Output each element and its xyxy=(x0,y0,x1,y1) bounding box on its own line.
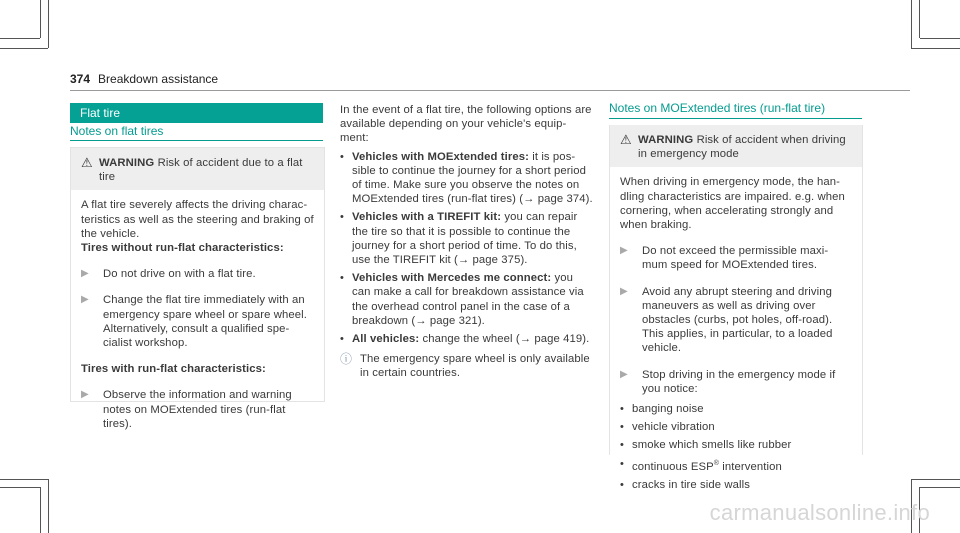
watermark: carmanualsonline.info xyxy=(709,500,930,525)
warning-text: Risk of accident due to a flat tire xyxy=(99,157,303,184)
step-arrow-icon: ▶ xyxy=(81,389,89,401)
option-text: change the wheel (→ page 419). xyxy=(419,333,590,346)
crop-mark xyxy=(911,0,912,48)
option-title: Vehicles with a TIREFIT kit: xyxy=(352,211,502,224)
step-text: Avoid any abrupt steering and driving maneuvers as well as driving over obstacles (curbs, pot holes, off-road). This applies, in particular, to a loaded vehicle. xyxy=(642,285,833,355)
header-rule xyxy=(70,90,910,91)
section-title: Breakdown assistance xyxy=(98,72,219,86)
subsection-rule xyxy=(70,140,323,141)
option-title: All vehicles: xyxy=(352,333,420,346)
middle-column xyxy=(340,103,593,381)
section-band: Flat tire xyxy=(70,103,323,123)
step-item xyxy=(81,293,314,350)
crop-mark xyxy=(40,487,41,533)
options-intro: In the event of a flat tire, the following options are available depending on your vehicle's equip-ment: xyxy=(340,104,592,145)
crop-mark xyxy=(48,479,49,533)
warning-box xyxy=(70,147,325,430)
symptom-item xyxy=(620,420,852,434)
page-header xyxy=(70,72,218,86)
crop-mark xyxy=(911,48,960,49)
option-text: it is pos-sible to continue the journey for a short period of time. Make sure you observe the notes on MOExtended tires (run-flat tires) (→ page 374). xyxy=(352,150,593,206)
crop-mark xyxy=(0,48,48,49)
warning-title xyxy=(99,156,316,184)
subsection-heading: Notes on MOExtended tires (run-flat tire) xyxy=(609,101,826,115)
symptom-item xyxy=(620,438,852,452)
note-text: The emergency spare wheel is only available in certain countries. xyxy=(360,353,590,380)
bullet-icon: • xyxy=(620,439,624,452)
symptom-text: continuous ESP xyxy=(632,460,714,473)
step-item xyxy=(81,267,314,281)
warning-header xyxy=(610,125,862,167)
page-number: 374 xyxy=(70,72,91,86)
warning-triangle-icon: ⚠ xyxy=(81,155,93,170)
step-item xyxy=(620,244,852,272)
step-text: Stop driving in the emergency mode if you notice: xyxy=(642,368,836,395)
subsection-rule xyxy=(609,118,862,119)
warning-header xyxy=(71,148,324,190)
crop-mark xyxy=(911,479,960,480)
warning-title xyxy=(638,133,854,161)
warning-triangle-icon: ⚠ xyxy=(620,132,632,147)
step-text: Observe the information and warning notes on MOExtended tires (run-flat tires). xyxy=(103,389,292,430)
bullet-icon: • xyxy=(620,421,624,434)
step-item xyxy=(620,368,852,396)
crop-mark xyxy=(920,487,960,488)
symptom-text: vehicle vibration xyxy=(632,421,715,434)
warning-label: WARNING xyxy=(99,157,155,169)
bullet-icon: • xyxy=(340,333,344,346)
symptom-text: cracks in tire side walls xyxy=(632,478,751,491)
step-arrow-icon: ▶ xyxy=(81,294,89,306)
warning-body xyxy=(71,190,324,431)
box-border-right xyxy=(862,125,863,455)
step-text: Do not exceed the permissible maxi-mum speed for MOExtended tires. xyxy=(642,245,829,272)
without-runflat-heading: Tires without run-flat characteristics: xyxy=(81,242,284,255)
step-arrow-icon: ▶ xyxy=(620,245,628,257)
subsection-heading: Notes on flat tires xyxy=(70,124,164,138)
crop-mark xyxy=(919,0,920,38)
option-item xyxy=(340,271,593,328)
step-item xyxy=(620,285,852,356)
symptom-item xyxy=(620,478,852,492)
step-arrow-icon: ▶ xyxy=(620,285,628,297)
crop-mark xyxy=(0,487,40,488)
bullet-icon: • xyxy=(620,403,624,416)
symptom-item xyxy=(620,457,852,474)
step-text: Do not drive on with a flat tire. xyxy=(103,268,256,281)
info-note xyxy=(340,352,593,380)
option-title: Vehicles with MOExtended tires: xyxy=(352,150,529,163)
warning-intro: When driving in emergency mode, the han-dling characteristics are impaired. e.g. when cornering, when accelerating strongly and when braking. xyxy=(620,176,845,232)
bullet-icon: • xyxy=(340,272,344,285)
step-arrow-icon: ▶ xyxy=(81,268,89,280)
info-icon: ⓘ xyxy=(340,352,353,367)
bullet-icon: • xyxy=(620,478,624,491)
with-runflat-heading: Tires with run-flat characteristics: xyxy=(81,363,266,376)
bullet-icon: • xyxy=(620,457,624,470)
warning-body xyxy=(610,167,862,491)
warning-text: Risk of accident when driving in emergency mode xyxy=(638,134,846,161)
option-title: Vehicles with Mercedes me connect: xyxy=(352,272,552,285)
step-text: Change the flat tire immediately with an emergency spare wheel or spare wheel. Alternatively, consult a qualified spe-cialist workshop. xyxy=(103,294,308,350)
crop-mark xyxy=(40,0,41,38)
option-item xyxy=(340,332,593,346)
crop-mark xyxy=(0,479,48,480)
symptom-item xyxy=(620,402,852,416)
option-text: you can repair the tire so that it is possible to continue the journey for a short period of time. To do this, use the TIREFIT kit (→ page 375). xyxy=(352,211,578,267)
option-item xyxy=(340,210,593,267)
warning-intro: A flat tire severely affects the driving charac-teristics as well as the steering and braking of the vehicle. xyxy=(81,199,314,240)
symptom-text-suffix: intervention xyxy=(719,460,782,473)
registered-mark: ® xyxy=(713,459,720,467)
bullet-icon: • xyxy=(340,150,344,163)
symptom-text: banging noise xyxy=(632,403,704,416)
crop-mark xyxy=(48,0,49,48)
option-text: you can make a call for breakdown assistance via the overhead control panel in the case of a breakdown (→ page 321). xyxy=(352,272,584,327)
step-item xyxy=(81,388,314,431)
crop-mark xyxy=(0,38,40,39)
step-arrow-icon: ▶ xyxy=(620,368,628,380)
crop-mark xyxy=(920,38,960,39)
warning-label: WARNING xyxy=(638,134,694,146)
bullet-icon: • xyxy=(340,211,344,224)
runflat-warning xyxy=(610,125,862,492)
symptom-text: smoke which smells like rubber xyxy=(632,439,792,452)
option-item xyxy=(340,150,593,207)
